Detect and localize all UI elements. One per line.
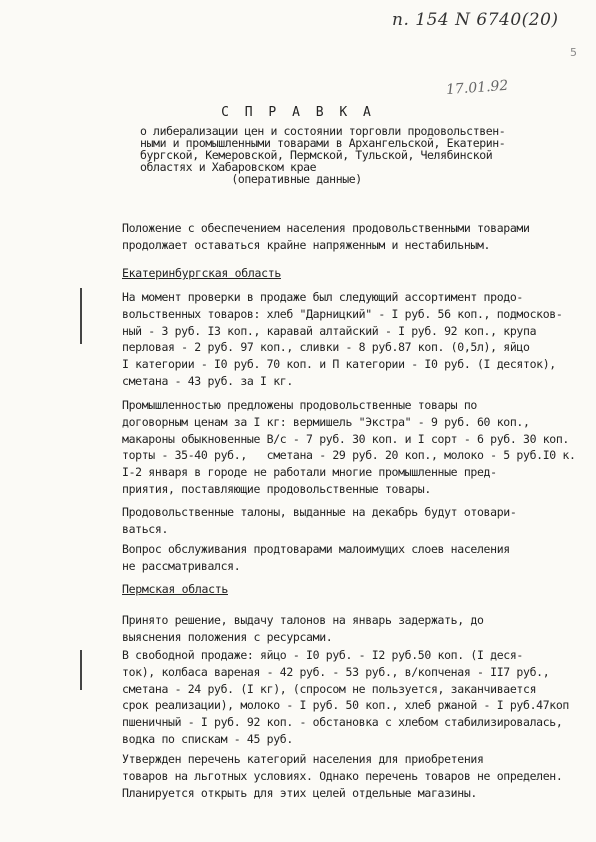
ekaterinburg-text-1: На момент проверки в продаже был следующий ассортимент продо- вольственных товаров: хлеб "Дарницкий" - I руб. 56 коп., подмосков- ный - 3 руб. I3 коп., каравай алтайский - I руб. 92 коп., крупа перловая - 2 руб. 97 коп., сливки - 8 руб.87 коп. (0,5л), яйцо I категории - I0 руб. 70 коп. и П категории - I0 руб. (I десяток), сметана - 43 руб. за I кг. [122, 290, 563, 388]
section-heading-ekaterinburg: Екатеринбургская область [122, 266, 281, 280]
intro-paragraph: Положение с обеспечением населения продовольственными товарами продолжает оставаться крайне напряженным и нестабильным. [122, 221, 530, 252]
perm-paragraph-2: В свободной продаже: яйцо - I0 руб. - I2 руб.50 коп. (I деся- ток), колбаса вареная - 42 руб. - 53 руб., в/копченая - II7 руб., сметана - 24 руб. (I кг), (спросом не пользуется, заканчивается срок реализации), молоко - I руб. 50 коп., хлеб ржаной - I руб.47коп пшеничный - I руб. 92 коп. - обстановка с хлебом стабилизировалась, водка по спискам - 45 руб. [122, 648, 570, 746]
ekaterinburg-paragraph-5: Вопрос обслуживания продтоварами малоимущих слоев населения не рассматривался. [122, 542, 510, 573]
margin-mark [80, 288, 82, 344]
ekaterinburg-paragraph-3: I-2 января в городе не работали многие промышленные пред- приятия, поставляющие продовольственные товары. [122, 465, 497, 496]
ekaterinburg-paragraph-1 [122, 289, 562, 390]
document-title: С П Р А В К А [221, 105, 375, 120]
handwritten-reference-number: п. 154 N 6740(20) [392, 10, 559, 30]
ekaterinburg-paragraph-2: Промышленностью предложены продовольственные товары по договорным ценам за I кг: вермишель "Экстра" - 9 руб. 60 коп., макароны обыкновенные В/с - 7 руб. 30 коп. и I сорт - 6 руб. 30 коп. торты - 35-40 руб., сметана - 29 руб. 20 коп., молоко - 5 руб.I0 к. [122, 398, 576, 463]
pencil-mark: 5 [570, 46, 577, 59]
ekaterinburg-paragraph-4: Продовольственные талоны, выданные на декабрь будут отовари- ваться. [122, 505, 517, 536]
handwritten-date: 17.01.92 [445, 77, 509, 99]
perm-paragraph-1: Принято решение, выдачу талонов на январь задержать, до выяснения положения с ресурсами. [122, 613, 484, 644]
section-heading-perm: Пермская область [122, 582, 228, 596]
margin-mark [80, 650, 82, 690]
document-subtitle: о либерализации цен и состоянии торговли продовольствен- ными и промышленными товарами в Архангельской, Екатерин- бургской, Кемеровской, Пермской, Тульской, Челябинской областях и Хабаровском крае (оперативные данные) [140, 124, 506, 186]
perm-paragraph-3: Утвержден перечень категорий населения для приобретения товаров на льготных условиях. Однако перечень товаров не определен. Планируется открыть для этих целей отдельные магазины. [122, 752, 563, 800]
